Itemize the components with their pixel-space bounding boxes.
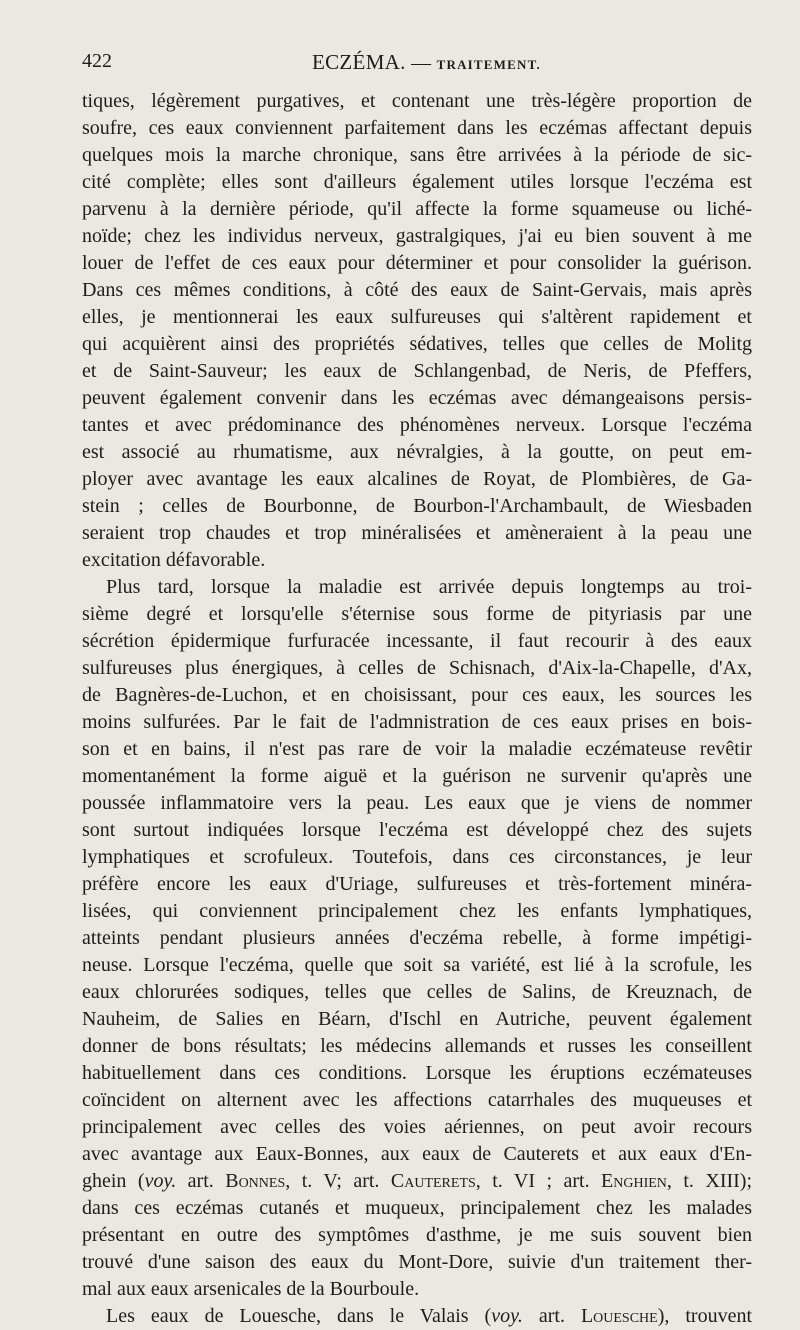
ref-text: Les eaux de Louesche, dans le Valais ( (106, 1305, 492, 1327)
text-line: neuse. Lorsque l'eczéma, quelle que soit sa variété, est lié à la scrofule, les (82, 954, 752, 976)
text-line: stein ; celles de Bourbonne, de Bourbon-l'Archambault, de Wiesbaden (82, 495, 752, 517)
text-line: Dans ces mêmes conditions, à côté des eaux de Saint-Gervais, mais après (82, 279, 752, 301)
text-line: tiques, légèrement purgatives, et contenant une très-légère proportion de (82, 90, 752, 112)
text-line: avec avantage aux Eaux-Bonnes, aux eaux de Cauterets et aux eaux d'En- (82, 1143, 752, 1165)
text-line: noïde; chez les individus nerveux, gastralgiques, j'ai eu bien souvent à me (82, 225, 752, 247)
text-line: louer de l'effet de ces eaux pour déterminer et pour consolider la guérison. (82, 252, 752, 274)
header-subtitle: TRAITEMENT. (436, 57, 541, 72)
running-header (82, 50, 754, 80)
text-line: est associé au rhumatisme, aux névralgies, à la goutte, on peut em- (82, 441, 752, 463)
text-line: cité complète; elles sont d'ailleurs également utiles lorsque l'eczéma est (82, 171, 752, 193)
text-line: seraient trop chaudes et trop minéralisées et amèneraient à la peau une (82, 522, 752, 544)
text-line: momentanément la forme aiguë et la guérison ne survenir qu'après une (82, 765, 752, 787)
text-line: peuvent également convenir dans les eczémas avec démangeaisons persis- (82, 387, 752, 409)
text-line: eaux chlorurées sodiques, telles que celles de Salins, de Kreuznach, de (82, 981, 752, 1003)
ref-article-louesche: Louesche (580, 1305, 658, 1327)
text-line: quelques mois la marche chronique, sans être arrivées à la période de sic- (82, 144, 752, 166)
body-text (82, 88, 752, 1330)
text-line: son et en bains, il n'est pas rare de voir la maladie eczémateuse revêtir (82, 738, 752, 760)
text-line: qui acquièrent ainsi des propriétés sédatives, telles que celles de Molitg (82, 333, 752, 355)
header-title: ECZÉMA. (312, 50, 406, 74)
text-line: ployer avec avantage les eaux alcalines de Royat, de Plombières, de Ga- (82, 468, 752, 490)
paragraph-start-line (82, 1303, 752, 1330)
ref-voy: voy. (491, 1305, 523, 1327)
running-title (312, 50, 541, 75)
text-line: de Bagnères-de-Luchon, et en choisissant, pour ces eaux, les sources les (82, 684, 752, 706)
text-line: poussée inflammatoire vers la peau. Les eaux que je viens de nommer (82, 792, 752, 814)
text-line: sont surtout indiquées lorsque l'eczéma est développé chez des sujets (82, 819, 752, 841)
ref-text: ghein ( (82, 1170, 145, 1192)
text-line: coïncident on alternent avec les affections catarrhales des muqueuses et (82, 1089, 752, 1111)
text-line: lymphatiques et scrofuleux. Toutefois, dans ces circonstances, je leur (82, 846, 752, 868)
ref-article-cauterets: Cauterets (390, 1170, 476, 1192)
ref-text: , t. VI ; art. (475, 1170, 602, 1192)
ref-text: , t. XIII); (666, 1170, 752, 1192)
text-line: sième degré et lorsqu'elle s'éternise sous forme de pityriasis par une (82, 603, 752, 625)
text-line: dans ces eczémas cutanés et muqueux, principalement chez les malades (82, 1197, 752, 1219)
text-line: trouvé d'une saison des eaux du Mont-Dore, suivie d'un traitement ther- (82, 1251, 752, 1273)
ref-article-bonnes: Bonnes (225, 1170, 286, 1192)
header-separator: — (411, 52, 432, 74)
text-line: présentant en outre des symptômes d'asthme, je me suis souvent bien (82, 1224, 752, 1246)
text-line: parvenu à la dernière période, qu'il affecte la forme squameuse ou liché- (82, 198, 752, 220)
text-line: soufre, ces eaux conviennent parfaitement dans les eczémas affectant depuis (82, 117, 752, 139)
text-line: habituellement dans ces conditions. Lorsque les éruptions eczémateuses (82, 1062, 752, 1084)
ref-text: art. (176, 1170, 226, 1192)
ref-text: , t. V; art. (285, 1170, 391, 1192)
paragraph-start-line: Plus tard, lorsque la maladie est arrivée depuis longtemps au troi- (106, 576, 752, 598)
text-line: atteints pendant plusieurs années d'eczéma rebelle, à forme impétigi- (82, 927, 752, 949)
ref-text: art. (522, 1305, 581, 1327)
ref-text: ), trouvent (657, 1305, 752, 1327)
reference-line (82, 1168, 752, 1195)
text-line: principalement avec celles des voies aériennes, on peut avoir recours (82, 1116, 752, 1138)
paragraph-end-line: excitation défavorable. (82, 549, 266, 571)
text-line: moins sulfurées. Par le fait de l'admnistration de ces eaux prises en bois- (82, 711, 752, 733)
text-line: sulfureuses plus énergiques, à celles de Schisnach, d'Aix-la-Chapelle, d'Ax, (82, 657, 752, 679)
ref-voy: voy. (144, 1170, 177, 1192)
paragraph-end-line: mal aux eaux arsenicales de la Bourboule. (82, 1278, 420, 1300)
text-line: tantes et avec prédominance des phénomènes nerveux. Lorsque l'eczéma (82, 414, 752, 436)
text-line: et de Saint-Sauveur; les eaux de Schlangenbad, de Neris, de Pfeffers, (82, 360, 752, 382)
text-line: sécrétion épidermique furfuracée incessante, il faut recourir à des eaux (82, 630, 752, 652)
text-line: elles, je mentionnerai les eaux sulfureuses qui s'altèrent rapidement et (82, 306, 752, 328)
page-number: 422 (82, 50, 112, 72)
text-line: Nauheim, de Salies en Béarn, d'Ischl en Autriche, peuvent également (82, 1008, 752, 1030)
ref-article-enghien: Enghien (601, 1170, 667, 1192)
text-line: préfère encore les eaux d'Uriage, sulfureuses et très-fortement minéra- (82, 873, 752, 895)
text-line: donner de bons résultats; les médecins allemands et russes les conseillent (82, 1035, 752, 1057)
text-line: lisées, qui conviennent principalement chez les enfants lymphatiques, (82, 900, 752, 922)
